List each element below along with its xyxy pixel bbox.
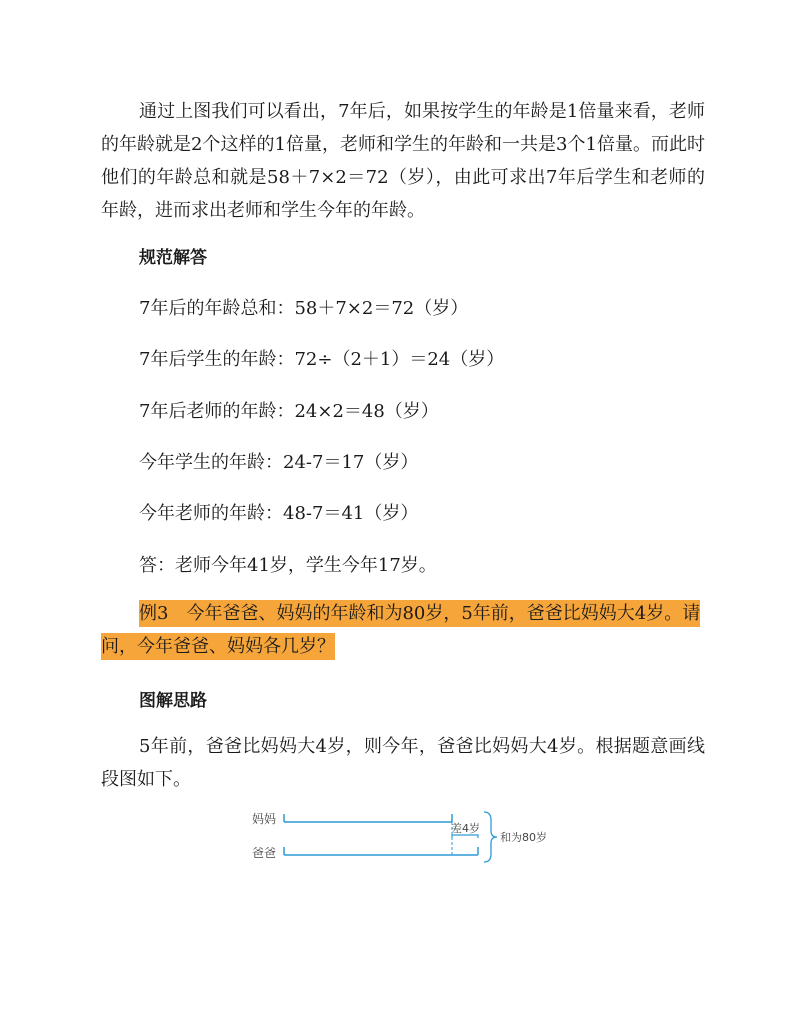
example-3-text: 例3 今年爸爸、妈妈的年龄和为80岁，5年前，爸爸比妈妈大4岁。请问，今年爸爸、妈妈各几岁？ [101,600,700,660]
diff-bracket [452,835,478,838]
solution-heading: 规范解答 [139,248,207,268]
label-mom: 妈妈 [252,812,277,826]
dad-segment [284,847,478,855]
diagram-thinking-heading: 图解思路 [139,691,207,711]
solution-step-3: 7年后老师的年龄：24×2＝48（岁） [139,401,439,422]
diagram-thinking-paragraph: 5年前，爸爸比妈妈大4岁，则今年，爸爸比妈妈大4岁。根据题意画线段图如下。 [101,736,705,790]
solution-step-5: 今年老师的年龄：48-7＝41（岁） [139,503,419,524]
sum-brace [484,812,497,862]
solution-answer: 答：老师今年41岁，学生今年17岁。 [139,555,437,576]
label-dad: 爸爸 [252,846,277,860]
label-diff: 差4岁 [451,822,480,835]
example-3 [101,597,705,663]
line-segment-diagram [240,800,580,870]
solution-step-2: 7年后学生的年龄：72÷（2＋1）＝24（岁） [139,349,505,370]
solution-step-1: 7年后的年龄总和：58＋7×2＝72（岁） [139,298,469,319]
mom-segment [284,814,452,822]
analysis-paragraph: 通过上图我们可以看出，7年后，如果按学生的年龄是1倍量来看，老师的年龄就是2个这样的1倍量，老师和学生的年龄和一共是3个1倍量。而此时他们的年龄总和就是58＋7×2＝72（岁），由此可求出7年后学生和老师的年龄，进而求出老师和学生今年的年龄。 [101,101,705,221]
solution-step-4: 今年学生的年龄：24-7＝17（岁） [139,452,419,473]
label-sum: 和为80岁 [500,831,547,844]
